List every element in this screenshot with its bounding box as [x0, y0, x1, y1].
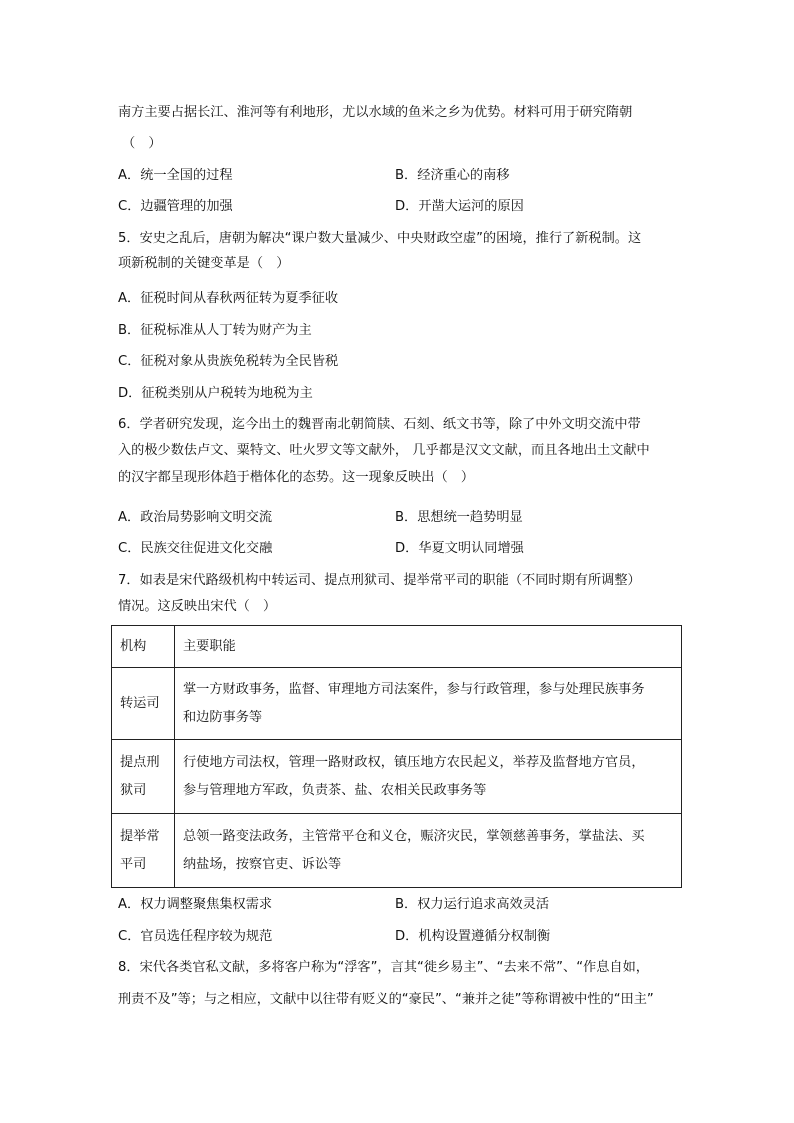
table-cell-duties — [175, 814, 682, 888]
q4-option-c: C．边疆管理的加强 — [118, 199, 233, 214]
duty-line: 和边防事务等 — [183, 709, 263, 725]
table-row — [112, 740, 682, 814]
q4-option-a: A．统一全国的过程 — [118, 168, 233, 183]
table-row — [112, 814, 682, 888]
q7-stem-line1: 7．如表是宋代路级机构中转运司、提点刑狱司、提举常平司的职能（不同时期有所调整） — [118, 573, 641, 588]
agency-name-line: 狱司 — [120, 782, 147, 798]
agency-name-line: 转运司 — [120, 695, 160, 711]
q7-stem-line2: 情况。这反映出宋代（ ） — [118, 599, 277, 614]
agency-name-line: 提点刑 — [120, 754, 160, 770]
q6-option-d: D．华夏文明认同增强 — [395, 541, 524, 556]
q6-stem-line2: 入的极少数佉卢文、粟特文、吐火罗文等文献外， 几乎都是汉文文献，而且各地出土文献中 — [118, 443, 650, 458]
q4-option-d: D．开凿大运河的原因 — [395, 199, 524, 214]
header-cell-agency: 机构 — [112, 626, 175, 668]
table-cell-duties — [175, 740, 682, 814]
table-cell-agency — [112, 740, 175, 814]
duty-line: 行使地方司法权，管理一路财政权，镇压地方农民起义，举荐及监督地方官员， — [183, 754, 645, 770]
table-cell-duties — [175, 668, 682, 740]
q5-option-b: B．征税标准从人丁转为财产为主 — [118, 323, 312, 338]
q7-option-a: A．权力调整聚焦集权需求 — [118, 897, 273, 912]
agency-duties-table — [111, 625, 682, 888]
table-header-row — [112, 626, 682, 668]
q6-stem-line1: 6．学者研究发现，迄今出土的魏晋南北朝简牍、石刻、纸文书等，除了中外文明交流中带 — [118, 417, 641, 432]
q5-stem-line2: 项新税制的关键变革是（ ） — [118, 256, 290, 271]
q5-option-d: D．征税类别从户税转为地税为主 — [118, 386, 313, 401]
duty-line: 参与管理地方军政，负责茶、盐、农相关民政事务等 — [183, 782, 487, 798]
q8-stem-line2: 刑责不及”等；与之相应，文献中以往带有贬义的“豪民”、“兼并之徒”等称谓被中性的“田主” — [118, 992, 654, 1007]
duty-line: 纳盐场，按察官吏、诉讼等 — [183, 856, 342, 872]
q8-stem-line1: 8．宋代各类官私文献，多将客户称为“浮客”，言其“徙乡易主”、“去来不常”、“作息自如， — [118, 960, 649, 975]
q5-option-c: C．征税对象从贵族免税转为全民皆税 — [118, 354, 339, 369]
table-row — [112, 668, 682, 740]
q6-stem-line3: 的汉字都呈现形体趋于楷体化的态势。这一现象反映出（ ） — [118, 470, 475, 485]
duty-line: 掌一方财政事务，监督、审理地方司法案件，参与行政管理，参与处理民族事务 — [183, 681, 645, 697]
agency-name-line: 平司 — [120, 856, 147, 872]
q5-stem-line1: 5．安史之乱后，唐朝为解决“课户数大量减少、中央财政空虚”的困境，推行了新税制。这 — [118, 231, 642, 246]
q7-option-b: B．权力运行追求高效灵活 — [395, 897, 550, 912]
q6-option-c: C．民族交往促进文化交融 — [118, 541, 273, 556]
q4-answer-blank: （ ） — [122, 136, 162, 151]
q6-option-a: A．政治局势影响文明交流 — [118, 510, 273, 525]
q7-option-c: C．官员选任程序较为规范 — [118, 929, 273, 944]
table-cell-agency — [112, 814, 175, 888]
q4-option-b: B．经济重心的南移 — [395, 168, 510, 183]
header-cell-duties: 主要职能 — [175, 626, 682, 668]
duty-line: 总领一路变法政务，主管常平仓和义仓，赈济灾民，掌领慈善事务，掌盐法、买 — [183, 828, 645, 844]
agency-name-line: 提举常 — [120, 828, 160, 844]
q6-option-b: B．思想统一趋势明显 — [395, 510, 523, 525]
q5-option-a: A．征税时间从春秋两征转为夏季征收 — [118, 291, 339, 306]
q4-stem-line1: 南方主要占据长江、淮河等有利地形，尤以水域的鱼米之乡为优势。材料可用于研究隋朝 — [118, 105, 633, 120]
q7-option-d: D．机构设置遵循分权制衡 — [395, 929, 551, 944]
table-cell-agency — [112, 668, 175, 740]
